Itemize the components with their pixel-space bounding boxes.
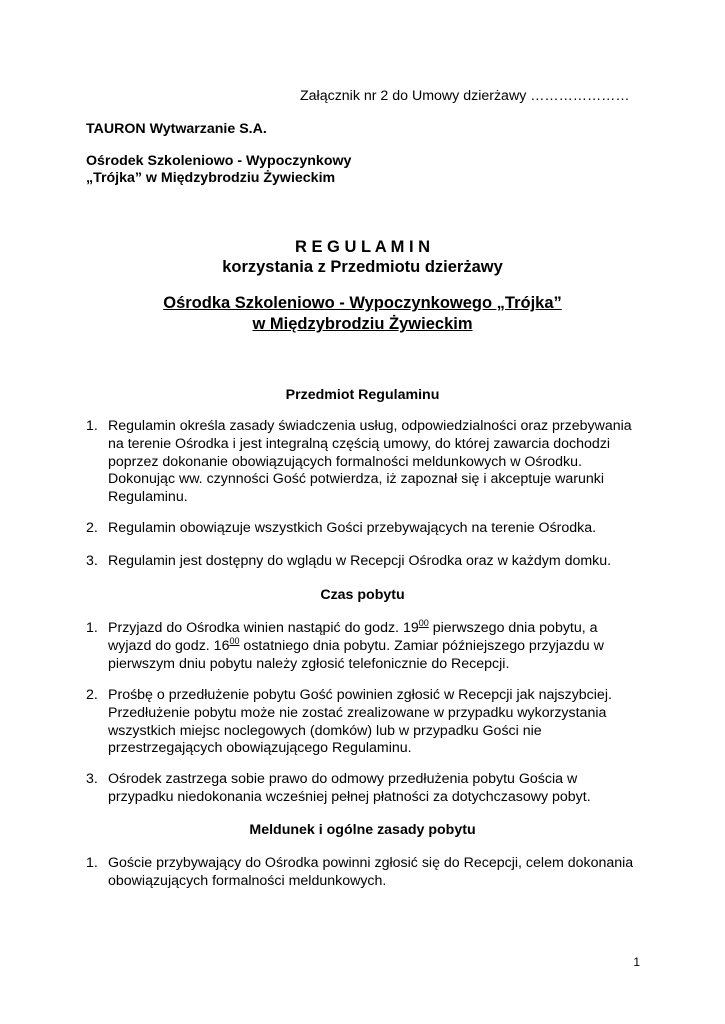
center-title-line1-text: Ośrodka Szkoleniowo - Wypoczynkowego „Trójka” — [163, 294, 562, 312]
page-number: 1 — [633, 955, 640, 969]
time-superscript-2: 00 — [229, 635, 240, 646]
list-number: 3. — [86, 553, 98, 569]
center-title-line2 — [0, 315, 725, 334]
section2-item-3 — [86, 771, 638, 807]
list-number: 3. — [86, 771, 98, 787]
text-part-a: Przyjazd do Ośrodka winien nastąpić do godz. 19 — [108, 620, 419, 636]
center-name-line1: Ośrodek Szkoleniowo - Wypoczynkowy — [86, 153, 352, 169]
center-title-line1 — [0, 294, 725, 313]
text-part-c: ostatniego dnia pobytu. Zamiar późniejszego przyjazdu w pierwszym dniu pobytu należy zgłosić telefonicznie do Recepcji. — [108, 637, 604, 672]
section-heading-czas-pobytu: Czas pobytu — [320, 587, 405, 603]
list-number: 1. — [86, 620, 98, 636]
company-name: TAURON Wytwarzanie S.A. — [86, 121, 267, 137]
list-text: Regulamin obowiązuje wszystkich Gości przebywających na terenie Ośrodka. — [108, 520, 597, 536]
section1-item-1 — [86, 418, 638, 507]
list-text — [108, 620, 638, 673]
section-heading-przedmiot: Przedmiot Regulaminu — [285, 387, 440, 403]
list-number: 1. — [86, 418, 98, 434]
list-text: Prośbę o przedłużenie pobytu Gość powinien zgłosić w Recepcji jak najszybciej. Przedłużenie pobytu może nie zostać zrealizowane w przypadku wykorzystania wszystkich miejsc noclegowych (domków) lub w przypadku Gości nie przestrzegających obowiązującego Regulaminu. — [108, 687, 612, 757]
list-number: 1. — [86, 855, 98, 871]
list-text: Ośrodek zastrzega sobie prawo do odmowy przedłużenia pobytu Gościa w przypadku niedokonania wcześniej pełnej płatności za dotychczasowy pobyt. — [108, 771, 591, 805]
list-text: Regulamin jest dostępny do wglądu w Recepcji Ośrodka oraz w każdym domku. — [108, 553, 612, 569]
section-heading-meldunek: Meldunek i ogólne zasady pobytu — [249, 822, 476, 838]
center-title-line2-text: w Międzybrodziu Żywieckim — [252, 315, 473, 333]
section2-item-1 — [86, 620, 638, 673]
document-subtitle: korzystania z Przedmiotu dzierżawy — [222, 258, 503, 276]
attachment-note: Załącznik nr 2 do Umowy dzierżawy ………………… — [300, 88, 630, 104]
document-title: R E G U L A M I N — [294, 238, 431, 256]
list-text: Goście przybywający do Ośrodka powinni zgłosić się do Recepcji, celem dokonania obowiązujących formalności meldunkowych. — [108, 855, 634, 889]
text-part-b: pierwszego dnia pobytu, a wyjazd do godz. 16 — [108, 620, 598, 654]
list-number: 2. — [86, 520, 98, 536]
time-superscript-1: 00 — [418, 618, 429, 628]
center-name-line2: „Trójka” w Międzybrodziu Żywieckim — [86, 170, 336, 186]
list-number: 2. — [86, 687, 98, 703]
section1-item-3 — [86, 553, 638, 571]
section2-item-2 — [86, 687, 638, 758]
list-text: Regulamin określa zasady świadczenia usług, odpowiedzialności oraz przebywania na terenie Ośrodka i jest integralną częścią umowy, do której zawarcia dochodzi poprzez dokonanie obowiązujących formalności meldunkowych w Ośrodku. Dokonując ww. czynności Gość potwierdza, iż zapoznał się i akceptuje warunki Regulaminu. — [108, 418, 632, 506]
section1-item-2 — [86, 520, 638, 538]
section3-item-1 — [86, 855, 638, 891]
